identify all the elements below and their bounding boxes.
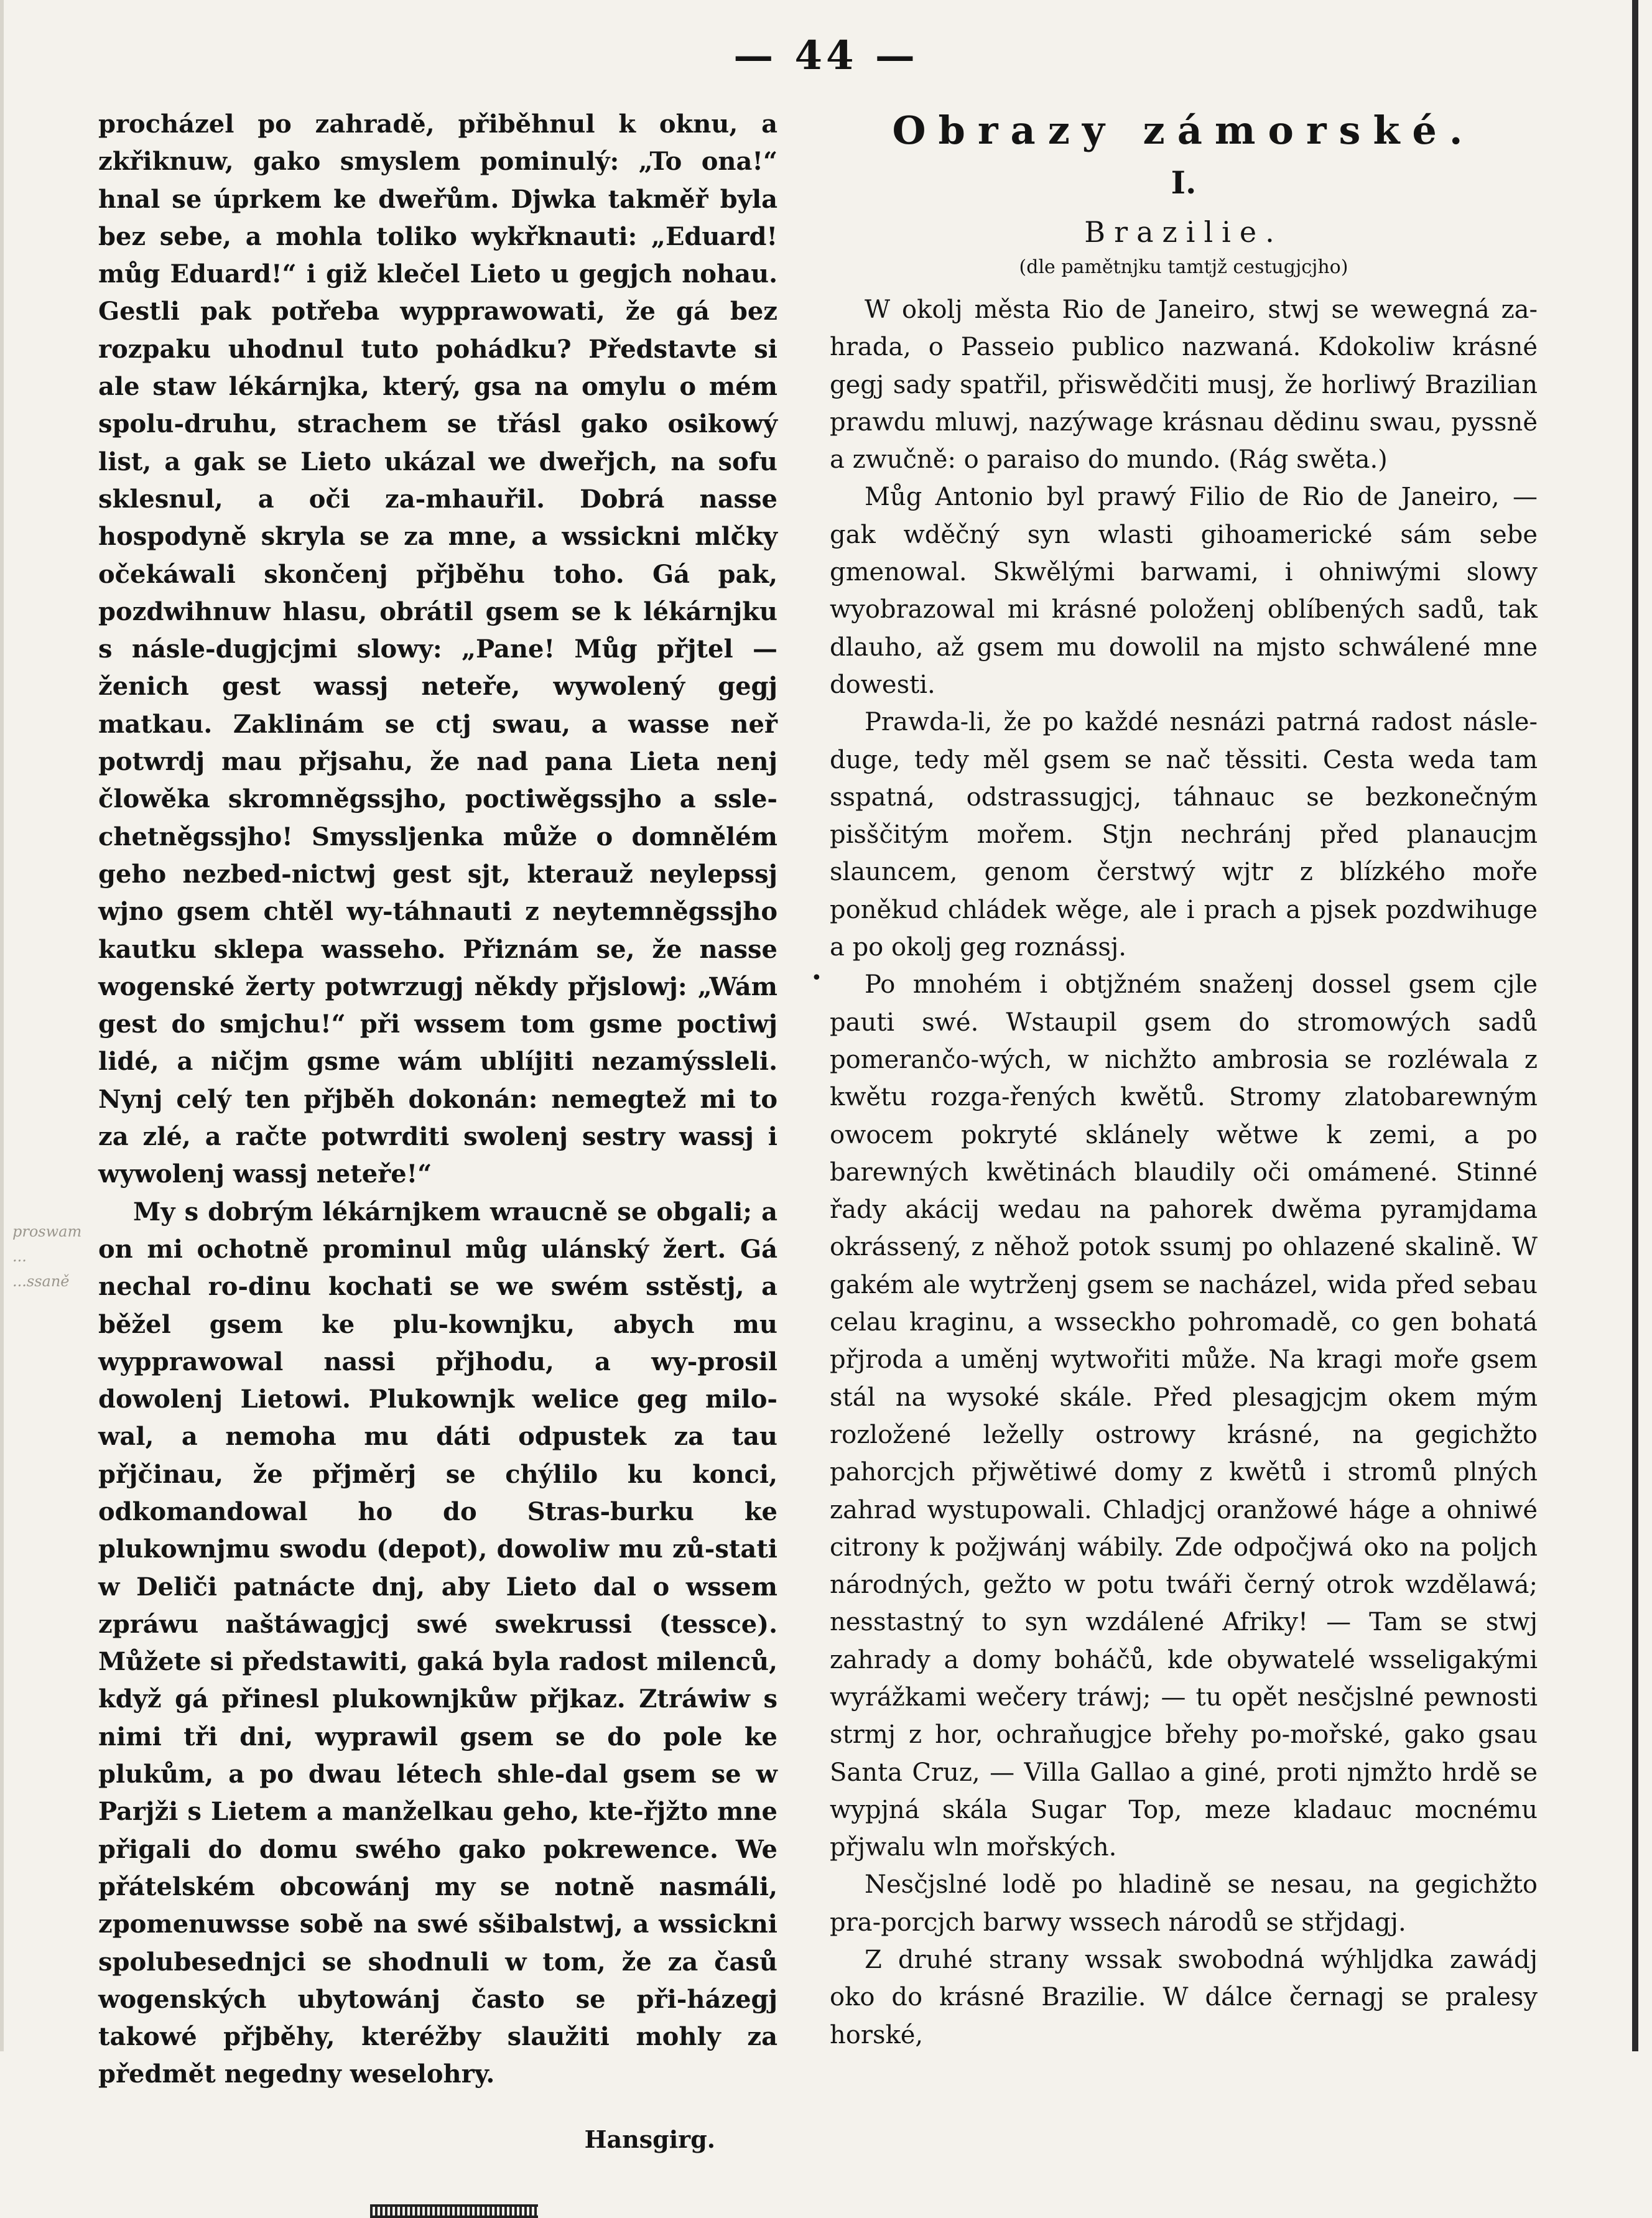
section-subtitle: Brazilie. (1084, 215, 1283, 249)
source-note: (dle pamětnjku tamtjž cestugjcjho) (1019, 256, 1348, 278)
page-number: — 44 — (733, 32, 919, 79)
right-paragraph-6: Z druhé strany wssak swobodná wýhljdka zawádj oko do krásné Brazilie. W dálce černagj se pralesy horské, (830, 1946, 1538, 2049)
author-signature: Hansgirg. (584, 2125, 715, 2153)
left-paragraph-2: My s dobrým lékárnjkem wraucně se obgali; a on mi ochotně prominul můg ulánský žert. Gá nechal ro-dinu kochati se we swém sstěstj, a běžel gsem ke plu-kownjku, abych mu wypprawowal nassi přjhodu, a wy-prosil dowolenj Lietowi. Plukownjk welice geg milo-wal, a nemoha mu dáti odpustek za tau přjčinau, že přjměrj se chýlilo ku konci, odkomandowal ho do Stras-burku ke plukownjmu swodu (depot), dowoliw mu zů-stati w Deliči patnácte dnj, aby Lieto dal o wssem zpráwu naštáwagjcj swé swekrussi (tessce). Můžete si předstawiti, gaká byla radost milenců, když gá přinesl plukownjkůw přjkaz. Ztráwiw s nimi tři dni, wyprawil gsem se do pole ke plukům, a po dwau létech shle-dal gsem se w Parjži s Lietem a manželkau geho, kte-řjžto mne přigali do domu swého gako pokrewence. We přátelském obcowánj my se notně nasmáli, zpomenuwsse sobě na swé sšibalstwj, a wssickni spolubesednjci se shodnuli w tom, že za časů wogenských ubytowánj často se při-házegj takowé přjběhy, kteréžby slaužiti mohly za předmět negedny weselohry. (98, 1197, 777, 2089)
right-paragraph-5: Nesčjslné lodě po hladině se nesau, na gegichžto pra-porcjch barwy wssech národů se střjdagj. (830, 1870, 1538, 1937)
page-binding-edge (1632, 0, 1638, 2051)
part-numeral: I. (1171, 164, 1197, 201)
right-paragraph-4: Po mnohém i obtjžném snaženj dossel gsem cjle pauti swé. Wstaupil gsem do stromowých sadů pomerančo-wých, w nichžto ambrosia se rozléwala z kwětu rozga-řených kwětů. Stromy zlatobarewným owocem pokryté sklánely wětwe k zemi, a po barewných kwětinách blaudily oči omámené. Stinné řady akácij wedau na pahorek dwěma pyramjdama okrássený, z něhož potok ssumj po ohlazené skalině. W gakém ale wytrženj gsem se nacházel, wida před sebau celau kraginu, a wsseckho pohromadě, co gen bohatá přjroda a uměnj wytwořiti může. Na kragi moře gsem stál na wysoké skále. Před plesagjcjm okem mým rozložené leželly ostrowy krásné, na gegichžto pahorcjch přjwětiwé domy z kwětů i stromů plných zahrad wystupowali. Chladjcj oranžowé háge a ohniwé citrony k požjwánj wábily. Zde odpočjwá oko na poljch národných, gežto w potu twáři černý otrok wzdělawá; nesstastný to syn wzdálené Afriky! — Tam se stwj zahrady a domy boháčů, kde obywatelé wsseligakými wyrážkami wečery tráwj; — tu opět nesčjslné pewnosti strmj z hor, ochraňugjce břehy po-mořské, gako gsau Santa Cruz, — Villa Gallao a giné, proti njmžto hrdě se wypjná skála Sugar Top, meze kladauc mocnému přjwalu wln mořských. (830, 970, 1538, 1862)
left-paragraph-1: procházel po zahradě, přiběhnul k oknu, a zkřiknuw, gako smyslem pominulý: „To ona!“ hnal se úprkem ke dweřům. Djwka takměř byla bez sebe, a mohla toliko wykřknauti: „Eduard! můg Eduard!“ i giž klečel Lieto u gegjch nohau. Gestli pak potřeba wypprawowati, že gá bez rozpaku uhodnul tuto pohádku? Představte si ale staw lékárnjka, který, gsa na omylu o mém spolu-druhu, strachem se třásl gako osikowý list, a gak se Lieto ukázal we dweřjch, na sofu sklesnul, a oči za-mhauřil. Dobrá nasse hospodyně skryla se za mne, a wssickni mlčky očekáwali skončenj přjběhu toho. Gá pak, pozdwihnuw hlasu, obrátil gsem se k lékárnjku s násle-dugjcjmi slowy: „Pane! Můg přjtel — ženich gest wassj neteře, wywolený gegj matkau. Zaklinám se ctj swau, a wasse neř potwrdj mau přjsahu, že nad pana Lieta nenj člowěka skromněgssjho, poctiwěgssjho a ssle-chetněgssjho! Smyssljenka může o domnělém geho nezbed-nictwj gest sjt, kterauž neylepssj wjno gsem chtěl wy-táhnauti z neytemněgssjho kautku sklepa wasseho. Přiznám se, že nasse wogenské žerty potwrzugj někdy přjslowj: „Wám gest do smjchu!“ při wssem tom gsme poctiwj lidé, a ničjm gsme wám ublíjiti nezamýssleli. Nynj celý ten přjběh dokonán: nemegtež mi to za zlé, a račte potwrditi swolenj sestry wassj i wywolenj wassj neteře!“ (98, 109, 777, 1189)
page-edge-left (0, 0, 4, 2051)
end-rule-ornament (370, 2204, 538, 2218)
marginalia: proswam ... ...ssaně (12, 1223, 82, 1290)
right-paragraph-1: W okolj města Rio de Janeiro, stwj se wewegná za-hrada, o Passeio publico nazwaná. Kdokoliw krásné gegj sady spatřil, přiswědčiti musj, že horliwý Brazilian prawdu mluwj, nazýwage krásnau dědinu swau, pyssně a zwučně: o paraiso do mundo. (Rág swěta.) (830, 295, 1538, 475)
article-title: Obrazy zámorské. (892, 108, 1475, 153)
margin-dot: • (811, 967, 822, 989)
right-paragraph-3: Prawda-li, že po každé nesnázi patrná radost násle-duge, tedy měl gsem se nač těssiti. Cesta weda tam sspatná, odstrassugjcj, táhnauc se bezkonečným pisščitým mořem. Stjn nechránj před planaucjm slauncem, genom čerstwý wjtr z blízkého moře poněkud chládek wěge, ale i prach a pjsek pozdwihuge a po okolj geg roznássj. (830, 708, 1538, 962)
left-column (98, 106, 777, 2218)
right-column (830, 106, 1538, 2054)
right-paragraph-2: Můg Antonio byl prawý Filio de Rio de Janeiro, — gak wděčný syn wlasti gihoamerické sám sebe gmenowal. Skwělými barwami, i ohniwými slowy wyobrazowal mi krásné položenj oblíbených sadů, tak dlauho, až gsem mu dowolil na mjsto schwálené mne dowesti. (830, 483, 1538, 699)
